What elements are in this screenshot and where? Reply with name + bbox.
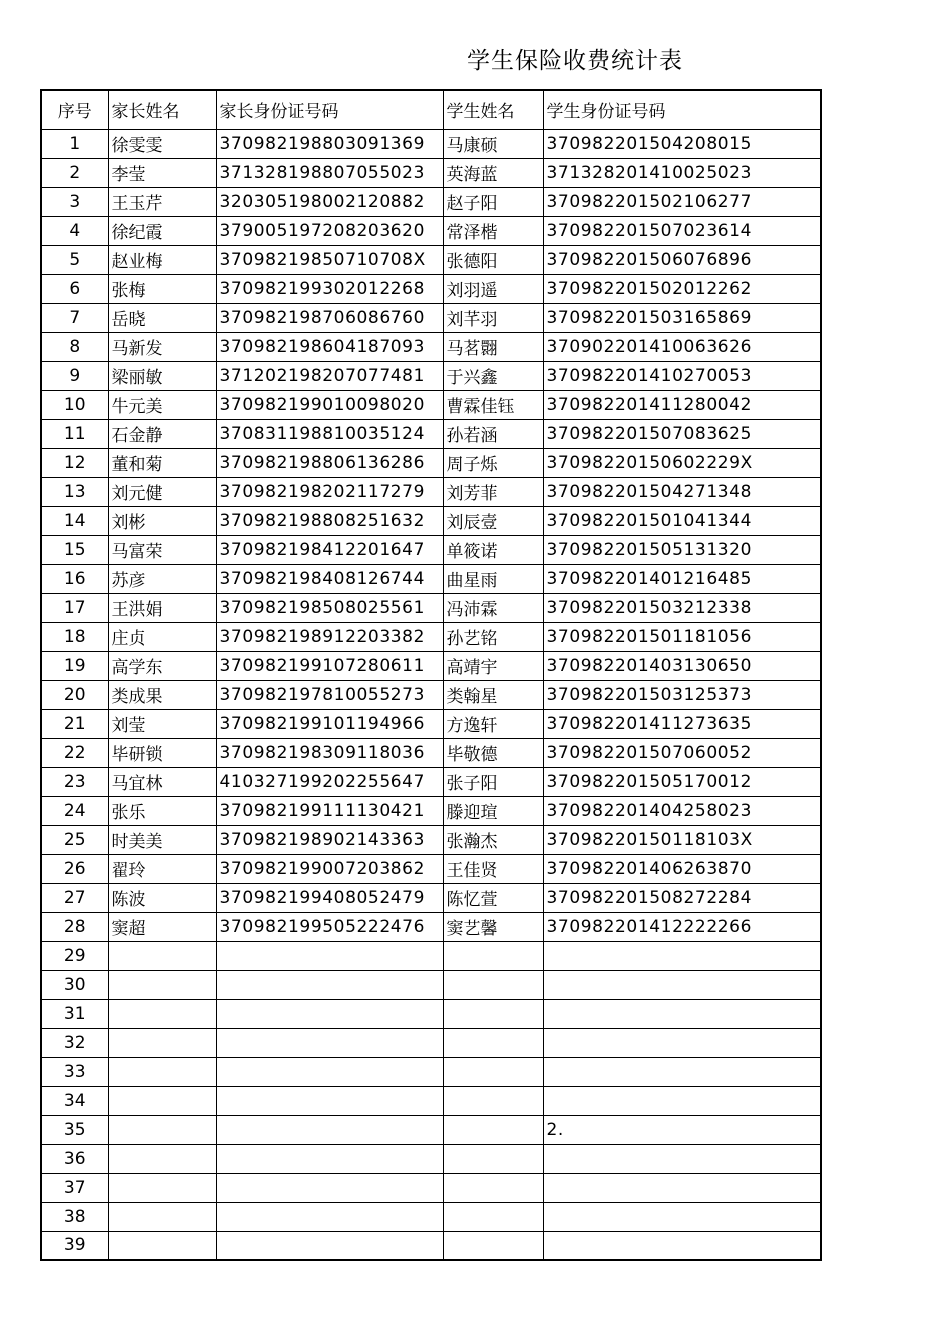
cell-parent-name[interactable]: [108, 1202, 216, 1231]
cell-parent-id[interactable]: [216, 1202, 443, 1231]
cell-no[interactable]: 35: [41, 1115, 108, 1144]
cell-parent-name[interactable]: 徐纪霞: [108, 216, 216, 245]
cell-parent-id[interactable]: 37098219850710708X: [216, 245, 443, 274]
table-row: [41, 941, 821, 970]
cell-no[interactable]: 8: [41, 332, 108, 361]
cell-student-id[interactable]: 370982201401216485: [543, 564, 821, 593]
cell-student-name[interactable]: [443, 1144, 543, 1173]
table-row: [41, 680, 821, 709]
cell-student-name[interactable]: 滕迎瑄: [443, 796, 543, 825]
table-row: [41, 767, 821, 796]
table-row: [41, 564, 821, 593]
cell-parent-name[interactable]: 马富荣: [108, 535, 216, 564]
cell-parent-id[interactable]: [216, 1144, 443, 1173]
cell-student-name[interactable]: 窦艺馨: [443, 912, 543, 941]
cell-no[interactable]: 29: [41, 941, 108, 970]
cell-parent-name[interactable]: 毕研锁: [108, 738, 216, 767]
cell-parent-name[interactable]: 刘元健: [108, 477, 216, 506]
cell-student-name[interactable]: [443, 1115, 543, 1144]
cell-student-id[interactable]: [543, 941, 821, 970]
cell-parent-name[interactable]: 张乐: [108, 796, 216, 825]
table-body: [41, 129, 821, 1260]
cell-no[interactable]: 11: [41, 419, 108, 448]
table-row: [41, 274, 821, 303]
cell-parent-id[interactable]: [216, 1086, 443, 1115]
cell-no[interactable]: 6: [41, 274, 108, 303]
cell-student-id[interactable]: [543, 999, 821, 1028]
cell-parent-name[interactable]: 王洪娟: [108, 593, 216, 622]
cell-parent-id[interactable]: [216, 1057, 443, 1086]
cell-parent-name[interactable]: 梁丽敏: [108, 361, 216, 390]
cell-student-id[interactable]: 37098220150118103X: [543, 825, 821, 854]
cell-parent-id[interactable]: 410327199202255647: [216, 767, 443, 796]
cell-student-id[interactable]: 370982201506076896: [543, 245, 821, 274]
cell-student-name[interactable]: 张瀚杰: [443, 825, 543, 854]
cell-student-id[interactable]: 370982201505131320: [543, 535, 821, 564]
cell-student-id[interactable]: 370982201503125373: [543, 680, 821, 709]
cell-student-id[interactable]: 370982201501041344: [543, 506, 821, 535]
table-row: [41, 332, 821, 361]
cell-parent-name[interactable]: 赵业梅: [108, 245, 216, 274]
table-row: [41, 1057, 821, 1086]
cell-parent-name[interactable]: [108, 1231, 216, 1260]
cell-no[interactable]: 9: [41, 361, 108, 390]
cell-parent-id[interactable]: 370982198412201647: [216, 535, 443, 564]
cell-student-id[interactable]: 371328201410025023: [543, 158, 821, 187]
cell-no[interactable]: 3: [41, 187, 108, 216]
cell-no[interactable]: 2: [41, 158, 108, 187]
cell-no[interactable]: 39: [41, 1231, 108, 1260]
cell-student-name[interactable]: [443, 1086, 543, 1115]
cell-parent-name[interactable]: [108, 1086, 216, 1115]
table-row: [41, 535, 821, 564]
cell-no[interactable]: 38: [41, 1202, 108, 1231]
cell-parent-name[interactable]: 马宜林: [108, 767, 216, 796]
table-row: [41, 796, 821, 825]
cell-student-id[interactable]: 370982201503212338: [543, 593, 821, 622]
cell-no[interactable]: 37: [41, 1173, 108, 1202]
cell-student-name[interactable]: 张子阳: [443, 767, 543, 796]
cell-student-id[interactable]: 2.: [543, 1115, 821, 1144]
cell-student-id[interactable]: 370982201403130650: [543, 651, 821, 680]
cell-student-name[interactable]: 于兴鑫: [443, 361, 543, 390]
table-row: [41, 158, 821, 187]
cell-student-id[interactable]: 37098220150602229X: [543, 448, 821, 477]
cell-parent-name[interactable]: 刘莹: [108, 709, 216, 738]
cell-student-name[interactable]: 方逸轩: [443, 709, 543, 738]
table-row: [41, 419, 821, 448]
cell-parent-id[interactable]: 370982199408052479: [216, 883, 443, 912]
cell-no[interactable]: 1: [41, 129, 108, 158]
cell-parent-id[interactable]: 320305198002120882: [216, 187, 443, 216]
cell-parent-name[interactable]: 刘彬: [108, 506, 216, 535]
cell-no[interactable]: 31: [41, 999, 108, 1028]
header-student-id[interactable]: 学生身份证号码: [543, 90, 821, 129]
cell-parent-id[interactable]: 370982197810055273: [216, 680, 443, 709]
cell-parent-name[interactable]: 窦超: [108, 912, 216, 941]
table-row: [41, 825, 821, 854]
insurance-fee-table: [40, 89, 822, 1261]
cell-student-id[interactable]: 370982201507023614: [543, 216, 821, 245]
cell-parent-id[interactable]: 370831198810035124: [216, 419, 443, 448]
cell-parent-id[interactable]: 370982198604187093: [216, 332, 443, 361]
sheet-title: 学生保险收费统计表: [467, 48, 683, 74]
cell-parent-id[interactable]: [216, 1173, 443, 1202]
cell-student-name[interactable]: [443, 1028, 543, 1057]
header-no[interactable]: 序号: [41, 90, 108, 129]
cell-no[interactable]: 24: [41, 796, 108, 825]
cell-student-name[interactable]: 刘辰壹: [443, 506, 543, 535]
cell-student-name[interactable]: 曲星雨: [443, 564, 543, 593]
cell-no[interactable]: 13: [41, 477, 108, 506]
table-row: [41, 1202, 821, 1231]
cell-student-name[interactable]: 常泽楷: [443, 216, 543, 245]
cell-no[interactable]: 21: [41, 709, 108, 738]
cell-student-id[interactable]: 370982201508272284: [543, 883, 821, 912]
cell-student-id[interactable]: 370982201411280042: [543, 390, 821, 419]
table-row: [41, 1231, 821, 1260]
cell-student-name[interactable]: 刘羽遥: [443, 274, 543, 303]
cell-student-name[interactable]: 赵子阳: [443, 187, 543, 216]
cell-student-name[interactable]: 冯沛霖: [443, 593, 543, 622]
cell-student-name[interactable]: 刘芊羽: [443, 303, 543, 332]
table-row: [41, 854, 821, 883]
cell-student-id[interactable]: [543, 1086, 821, 1115]
cell-no[interactable]: 26: [41, 854, 108, 883]
cell-parent-name[interactable]: 马新发: [108, 332, 216, 361]
cell-student-name[interactable]: 陈忆萱: [443, 883, 543, 912]
header-row: [41, 90, 821, 129]
cell-parent-name[interactable]: 时美美: [108, 825, 216, 854]
cell-parent-id[interactable]: [216, 1115, 443, 1144]
cell-student-id[interactable]: 370902201410063626: [543, 332, 821, 361]
cell-parent-name[interactable]: 类成果: [108, 680, 216, 709]
cell-student-name[interactable]: [443, 1202, 543, 1231]
cell-student-id[interactable]: 370982201507060052: [543, 738, 821, 767]
cell-parent-name[interactable]: [108, 1057, 216, 1086]
cell-parent-name[interactable]: [108, 999, 216, 1028]
cell-student-id[interactable]: 370982201501181056: [543, 622, 821, 651]
cell-no[interactable]: 19: [41, 651, 108, 680]
cell-student-name[interactable]: 英海蓝: [443, 158, 543, 187]
cell-no[interactable]: 33: [41, 1057, 108, 1086]
cell-parent-id[interactable]: 370982198202117279: [216, 477, 443, 506]
cell-parent-name[interactable]: [108, 1144, 216, 1173]
cell-no[interactable]: 18: [41, 622, 108, 651]
table-row: [41, 970, 821, 999]
cell-no[interactable]: 7: [41, 303, 108, 332]
cell-student-id[interactable]: 370982201404258023: [543, 796, 821, 825]
header-student-name[interactable]: 学生姓名: [443, 90, 543, 129]
table-row: [41, 129, 821, 158]
cell-parent-name[interactable]: [108, 1115, 216, 1144]
cell-student-id[interactable]: [543, 1028, 821, 1057]
cell-student-id[interactable]: [543, 1057, 821, 1086]
cell-student-id[interactable]: 370982201412222266: [543, 912, 821, 941]
cell-parent-name[interactable]: 牛元美: [108, 390, 216, 419]
cell-student-name[interactable]: 周子烁: [443, 448, 543, 477]
cell-parent-id[interactable]: 371328198807055023: [216, 158, 443, 187]
cell-parent-name[interactable]: 张梅: [108, 274, 216, 303]
cell-parent-id[interactable]: [216, 999, 443, 1028]
cell-parent-name[interactable]: 董和菊: [108, 448, 216, 477]
cell-parent-id[interactable]: 370982198902143363: [216, 825, 443, 854]
cell-parent-id[interactable]: 370982199302012268: [216, 274, 443, 303]
cell-no[interactable]: 5: [41, 245, 108, 274]
table-row: [41, 622, 821, 651]
cell-student-name[interactable]: [443, 970, 543, 999]
cell-no[interactable]: 30: [41, 970, 108, 999]
cell-student-id[interactable]: [543, 1231, 821, 1260]
cell-parent-name[interactable]: 岳晓: [108, 303, 216, 332]
cell-parent-id[interactable]: 370982198706086760: [216, 303, 443, 332]
cell-student-name[interactable]: 张德阳: [443, 245, 543, 274]
cell-no[interactable]: 32: [41, 1028, 108, 1057]
cell-parent-name[interactable]: [108, 1173, 216, 1202]
cell-parent-id[interactable]: 370982198803091369: [216, 129, 443, 158]
cell-no[interactable]: 36: [41, 1144, 108, 1173]
cell-student-id[interactable]: 370982201503165869: [543, 303, 821, 332]
cell-no[interactable]: 25: [41, 825, 108, 854]
cell-parent-id[interactable]: 370982198808251632: [216, 506, 443, 535]
header-parent-id[interactable]: 家长身份证号码: [216, 90, 443, 129]
cell-no[interactable]: 28: [41, 912, 108, 941]
cell-parent-name[interactable]: 李莹: [108, 158, 216, 187]
cell-parent-name[interactable]: 翟玲: [108, 854, 216, 883]
cell-student-id[interactable]: 370982201504271348: [543, 477, 821, 506]
cell-no[interactable]: 23: [41, 767, 108, 796]
cell-student-name[interactable]: 王佳贤: [443, 854, 543, 883]
cell-parent-id[interactable]: [216, 1028, 443, 1057]
cell-student-name[interactable]: 曹霖佳钰: [443, 390, 543, 419]
cell-parent-id[interactable]: [216, 1231, 443, 1260]
cell-parent-id[interactable]: 370982198508025561: [216, 593, 443, 622]
table-row: [41, 709, 821, 738]
table-row: [41, 651, 821, 680]
cell-parent-name[interactable]: 高学东: [108, 651, 216, 680]
cell-parent-id[interactable]: 370982199107280611: [216, 651, 443, 680]
cell-parent-name[interactable]: [108, 1028, 216, 1057]
cell-student-id[interactable]: 370982201502012262: [543, 274, 821, 303]
cell-parent-name[interactable]: 王玉芹: [108, 187, 216, 216]
cell-student-id[interactable]: 370982201504208015: [543, 129, 821, 158]
cell-parent-id[interactable]: 370982199101194966: [216, 709, 443, 738]
table-row: [41, 390, 821, 419]
cell-no[interactable]: 20: [41, 680, 108, 709]
cell-parent-name[interactable]: [108, 941, 216, 970]
table-row: [41, 361, 821, 390]
table-row: [41, 1028, 821, 1057]
table-row: [41, 303, 821, 332]
header-parent-name[interactable]: 家长姓名: [108, 90, 216, 129]
cell-no[interactable]: 15: [41, 535, 108, 564]
cell-student-name[interactable]: [443, 1057, 543, 1086]
table-row: [41, 245, 821, 274]
cell-parent-name[interactable]: 陈波: [108, 883, 216, 912]
cell-student-name[interactable]: [443, 941, 543, 970]
cell-student-name[interactable]: 孙艺铭: [443, 622, 543, 651]
table-row: [41, 187, 821, 216]
cell-student-name[interactable]: [443, 1231, 543, 1260]
cell-parent-id[interactable]: [216, 941, 443, 970]
cell-student-name[interactable]: 单筱诺: [443, 535, 543, 564]
cell-student-id[interactable]: 370982201406263870: [543, 854, 821, 883]
table-row: [41, 912, 821, 941]
cell-student-id[interactable]: 370982201505170012: [543, 767, 821, 796]
cell-student-name[interactable]: [443, 999, 543, 1028]
cell-parent-id[interactable]: 379005197208203620: [216, 216, 443, 245]
cell-parent-id[interactable]: [216, 970, 443, 999]
cell-student-id[interactable]: 370982201410270053: [543, 361, 821, 390]
cell-no[interactable]: 12: [41, 448, 108, 477]
cell-no[interactable]: 22: [41, 738, 108, 767]
cell-student-name[interactable]: 高靖宇: [443, 651, 543, 680]
cell-parent-name[interactable]: [108, 970, 216, 999]
cell-parent-name[interactable]: 石金静: [108, 419, 216, 448]
table-row: [41, 477, 821, 506]
cell-student-name[interactable]: 类翰星: [443, 680, 543, 709]
cell-student-name[interactable]: 毕敬德: [443, 738, 543, 767]
cell-parent-id[interactable]: 370982198806136286: [216, 448, 443, 477]
table-row: [41, 883, 821, 912]
cell-student-id[interactable]: [543, 1144, 821, 1173]
table-row: [41, 738, 821, 767]
cell-parent-id[interactable]: 370982199007203862: [216, 854, 443, 883]
table-row: [41, 1173, 821, 1202]
cell-no[interactable]: 34: [41, 1086, 108, 1115]
cell-no[interactable]: 4: [41, 216, 108, 245]
cell-parent-id[interactable]: 370982199111130421: [216, 796, 443, 825]
cell-student-name[interactable]: 马康硕: [443, 129, 543, 158]
cell-no[interactable]: 14: [41, 506, 108, 535]
cell-no[interactable]: 10: [41, 390, 108, 419]
cell-parent-id[interactable]: 370982198408126744: [216, 564, 443, 593]
cell-student-id[interactable]: [543, 970, 821, 999]
table-row: [41, 1086, 821, 1115]
cell-no[interactable]: 27: [41, 883, 108, 912]
cell-parent-id[interactable]: 370982199010098020: [216, 390, 443, 419]
cell-parent-name[interactable]: 苏彦: [108, 564, 216, 593]
cell-parent-id[interactable]: 370982198309118036: [216, 738, 443, 767]
cell-no[interactable]: 17: [41, 593, 108, 622]
cell-student-name[interactable]: 孙若涵: [443, 419, 543, 448]
cell-no[interactable]: 16: [41, 564, 108, 593]
table-row: [41, 593, 821, 622]
cell-student-name[interactable]: [443, 1173, 543, 1202]
cell-parent-id[interactable]: 370982199505222476: [216, 912, 443, 941]
cell-student-id[interactable]: 370982201507083625: [543, 419, 821, 448]
cell-student-name[interactable]: 刘芳菲: [443, 477, 543, 506]
cell-parent-id[interactable]: 371202198207077481: [216, 361, 443, 390]
table-row: [41, 1115, 821, 1144]
cell-student-id[interactable]: 370982201502106277: [543, 187, 821, 216]
table-row: [41, 448, 821, 477]
cell-student-name[interactable]: 马茗翾: [443, 332, 543, 361]
cell-parent-name[interactable]: 徐雯雯: [108, 129, 216, 158]
cell-parent-name[interactable]: 庄贞: [108, 622, 216, 651]
cell-student-id[interactable]: 370982201411273635: [543, 709, 821, 738]
table-row: [41, 506, 821, 535]
table-row: [41, 216, 821, 245]
table-row: [41, 999, 821, 1028]
cell-student-id[interactable]: [543, 1202, 821, 1231]
cell-parent-id[interactable]: 370982198912203382: [216, 622, 443, 651]
table-row: [41, 1144, 821, 1173]
cell-student-id[interactable]: [543, 1173, 821, 1202]
